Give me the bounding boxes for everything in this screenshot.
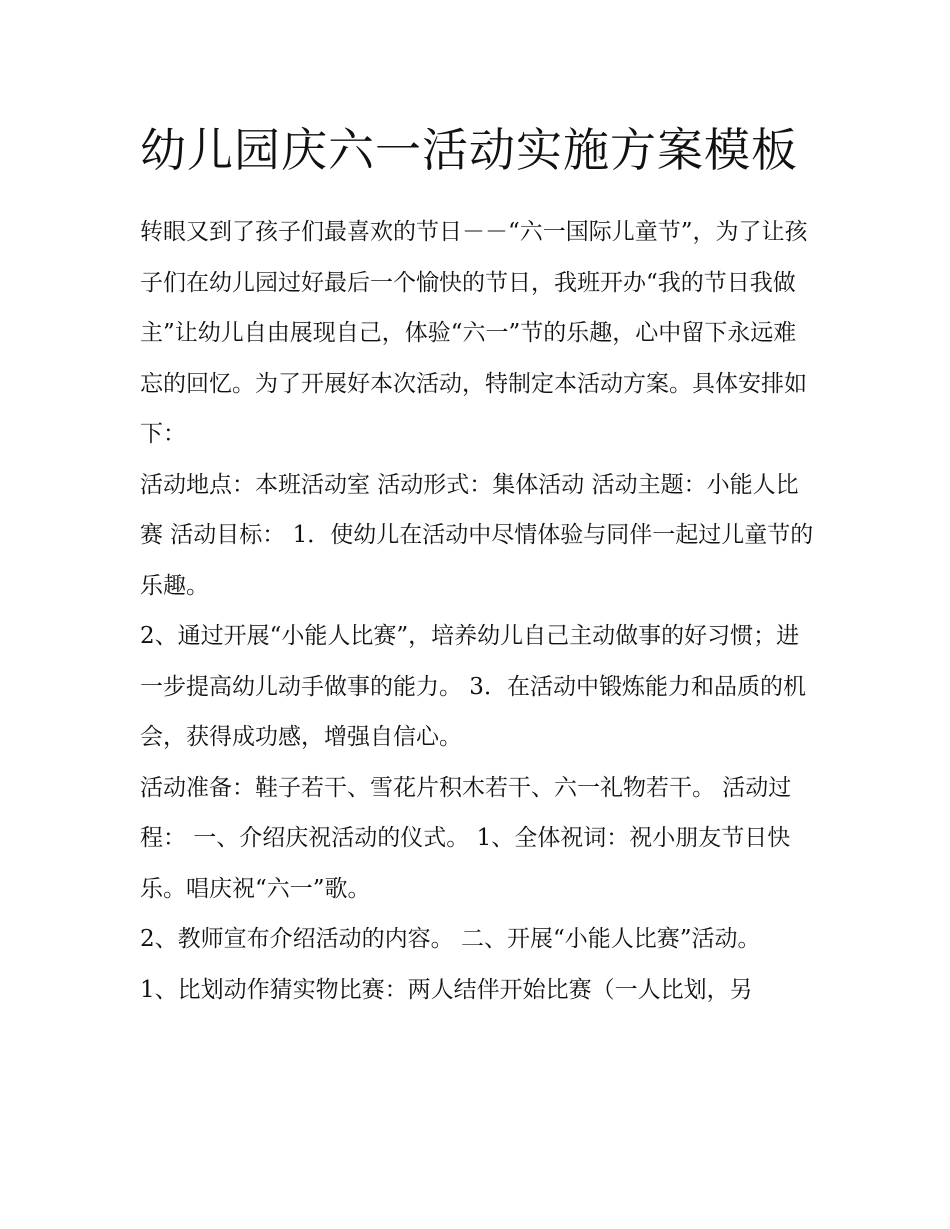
paragraph-activity-info: 活动地点：本班活动室 活动形式：集体活动 活动主题：小能人比赛 活动目标： 1．使幼儿在活动中尽情体验与同伴一起过儿童节的乐趣。 [140,471,814,599]
document-body [140,113,815,1015]
paragraph-intro: 转眼又到了孩子们最喜欢的节日－－“六一国际儿童节”，为了让孩子们在幼儿园过好最后一个愉快的节日，我班开办“我的节日我做主”让幼儿自由展现自己，体验“六一”节的乐趣，心中留下永远难忘的回忆。为了开展好本次活动，特制定本活动方案。具体安排如下： [140,219,808,447]
document-title: 幼儿园庆六一活动实施方案模板 [140,123,798,177]
paragraph-preparation: 活动准备：鞋子若干、雪花片积木若干、六一礼物若干。 活动过程： 一、介绍庆祝活动的仪式。 1、全体祝词：祝小朋友节日快乐。唱庆祝“六一”歌。 [140,774,792,902]
paragraph-announcement: 2、教师宣布介绍活动的内容。 二、开展“小能人比赛”活动。 [140,926,761,952]
paragraph-goals: 2、通过开展“小能人比赛”，培养幼儿自己主动做事的好习惯；进一步提高幼儿动手做事的能力。 3．在活动中锻炼能力和品质的机会，获得成功感，增强自信心。 [140,623,806,750]
paragraph-game: 1、比划动作猜实物比赛：两人结伴开始比赛（一人比划，另 [140,976,753,1003]
